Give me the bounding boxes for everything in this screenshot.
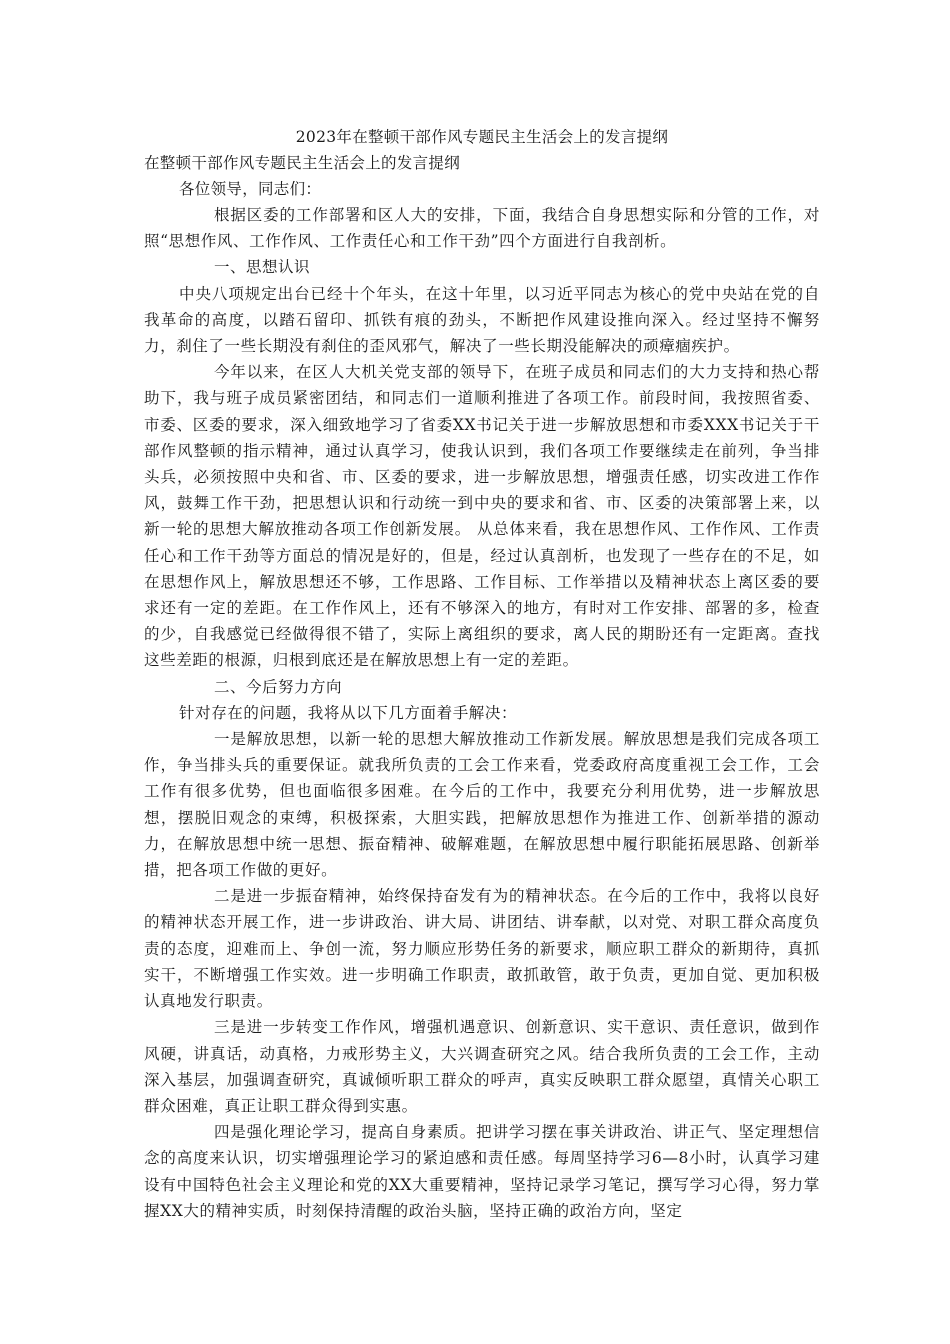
document-title: 2023年在整顿干部作风专题民主生活会上的发言提纲 <box>295 128 669 146</box>
document-subtitle: 在整顿干部作风专题民主生活会上的发言提纲 <box>144 154 461 172</box>
section-2-paragraph-3: 三是进一步转变工作作风，增强机遇意识、创新意识、实干意识、责任意识，做到作风硬，讲真话，动真格，力戒形势主义，大兴调查研究之风。结合我所负责的工会工作，主动深入基层，加强调查研究，真诚倾听职工群众的呼声，真实反映职工群众愿望，真情关心职工群众困难，真正让职工群众得到实惠。 <box>144 1018 820 1115</box>
section-2-paragraph-1: 一是解放思想，以新一轮的思想大解放推动工作新发展。解放思想是我们完成各项工作，争当排头兵的重要保证。就我所负责的工会工作来看，党委政府高度重视工会工作，工会工作有很多优势，但也面临很多困难。在今后的工作中，我要充分利用优势，进一步解放思想，摆脱旧观念的束缚，积极探索，大胆实践，把解放思想作为推进工作、创新举措的源动力，在解放思想中统一思想、振奋精神、破解难题，在解放思想中履行职能拓展思路、创新举措，把各项工作做的更好。 <box>144 730 820 880</box>
section-2-paragraph-4: 四是强化理论学习，提高自身素质。把讲学习摆在事关讲政治、讲正气、坚定理想信念的高度来认识，切实增强理论学习的紧迫感和责任感。每周坚持学习6—8小时，认真学习建设有中国特色社会主义理论和党的XX大重要精神，坚持记录学习笔记，撰写学习心得，努力掌握XX大的精神实质，时刻保持清醒的政治头脑，坚持正确的政治方向，坚定 <box>144 1123 820 1220</box>
section-1-paragraph-2: 今年以来，在区人大机关党支部的领导下，在班子成员和同志们的大力支持和热心帮助下，我与班子成员紧密团结，和同志们一道顺利推进了各项工作。前段时间，我按照省委、市委、区委的要求，深入细致地学习了省委XX书记关于进一步解放思想和市委XXX书记关于干部作风整顿的指示精神，通过认真学习，使我认识到，我们各项工作要继续走在前列，争当排头兵，必须按照中央和省、市、区委的要求，进一步解放思想，增强责任感，切实改进工作作风，鼓舞工作干劲，把思想认识和行动统一到中央的要求和省、市、区委的决策部署上来，以新一轮的思想大解放推动各项工作创新发展。 从总体来看，我在思想作风、工作作风、工作责任心和工作干劲等方面总的情况是好的，但是，经过认真剖析，也发现了一些存在的不足，如在思想作风上，解放思想还不够，工作思路、工作目标、工作举措以及精神状态上离区委的要求还有一定的差距。在工作作风上，还有不够深入的地方，有时对工作安排、部署的多，检查的少，自我感觉已经做得很不错了，实际上离组织的要求，离人民的期盼还有一定距离。查找这些差距的根源，归根到底还是在解放思想上有一定的差距。 <box>144 363 820 670</box>
intro-paragraph: 根据区委的工作部署和区人大的安排，下面，我结合自身思想实际和分管的工作，对照“思想作风、工作作风、工作责任心和工作干劲”四个方面进行自我剖析。 <box>144 206 820 251</box>
section-1-heading: 一、思想认识 <box>214 258 311 277</box>
section-1-paragraph-1: 中央八项规定出台已经十个年头，在这十年里，以习近平同志为核心的党中央站在党的自我革命的高度，以踏石留印、抓铁有痕的劲头，不断把作风建设推向深入。经过坚持不懈努力，刹住了一些长期没有刹住的歪风邪气，解决了一些长期没能解决的顽瘴痼疾护。 <box>144 284 820 356</box>
section-2-heading: 二、今后努力方向 <box>214 677 343 696</box>
greeting: 各位领导，同志们： <box>179 180 322 198</box>
document-page <box>144 124 820 1224</box>
section-2-intro: 针对存在的问题，我将从以下几方面着手解决： <box>179 703 518 722</box>
section-2-paragraph-2: 二是进一步振奋精神，始终保持奋发有为的精神状态。在今后的工作中，我将以良好的精神状态开展工作，进一步讲政治、讲大局、讲团结、讲奉献，以对党、对职工群众高度负责的态度，迎难而上、争创一流，努力顺应形势任务的新要求，顺应职工群众的新期待，真抓实干，不断增强工作实效。进一步明确工作职责，敢抓敢管，敢于负责，更加自觉、更加积极认真地发行职责。 <box>144 887 820 1011</box>
